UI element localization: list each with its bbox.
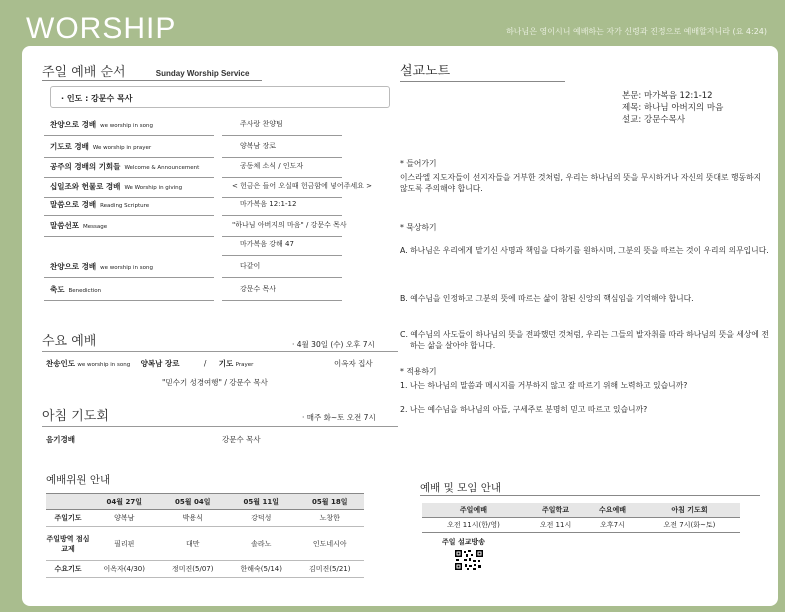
order-value: < 헌금은 들어 오실때 헌금함에 넣어주세요 > [232,182,373,190]
info-cell: 오후7시 [586,517,639,532]
intro-text: 이스라엘 지도자들이 선지자들을 거부한 것처럼, 우리는 하나님의 뜻을 무시하거나 자신의 뜻대로 행동하지 않도록 주의해야 합니다. [400,173,762,193]
order-row [42,236,398,256]
qr-label: 주일 설교방송 [442,538,486,546]
order-label: 공주의 경배의 기회들 [50,162,121,171]
point-b: B. 예수님을 인정하고 그분의 뜻에 따르는 삶이 참된 신앙의 핵심임을 기억해야 합니다. [400,294,694,303]
sermon-subject: 제목: 하나님 아버지의 마음 [622,103,724,113]
table-row [46,561,364,578]
duty-cell: 강덕성 [227,510,296,527]
apply-2: 2. 나는 예수님을 하나님의 아들, 구세주로 분명히 믿고 따르고 있습니까? [400,405,648,414]
order-en: Welcome & Announcement [124,165,200,171]
order-label-wrap [50,161,199,172]
bulletin-page [22,46,778,606]
order-label: 말씀으로 경배 [50,200,97,209]
divider [222,277,342,278]
divider [44,215,214,216]
sunday-title: 주일 예배 순서 [42,65,126,80]
duty-cell: 대만 [159,527,228,561]
order-label-wrap [50,284,101,295]
sermon-passage: 본문: 마가복음 12:1-12 [622,91,713,101]
prayer-en: Prayer [235,362,254,368]
wednesday-row: 찬송인도 we worship in song 양복남 장로 / 기도 Prayer 이옥자 집사 [46,359,373,368]
order-label: 찬양으로 경배 [50,262,97,271]
order-row [42,158,398,178]
info-table [422,503,740,533]
praise-label: 찬송인도 [46,359,75,368]
duty-cell: 정미진(5/07) [159,561,228,578]
order-label-wrap [50,220,107,231]
order-row [42,178,398,198]
order-en: we worship in song [100,265,153,271]
info-cell: 오전 11시(한/영) [422,517,525,532]
info-cell: 오전 7시(화~토) [639,517,740,532]
order-row [42,196,398,216]
morning-title: 아침 기도회 [42,409,109,424]
duty-header-cell: 05월 18일 [296,494,365,510]
morning-date: · 매주 화~토 오전 7시 [302,413,376,422]
intro-heading: * 들어가기 [400,159,437,168]
wednesday-date: · 4월 30일 (수) 오후 7시 [292,340,375,349]
order-label-wrap [50,181,182,192]
morning-name: 강문수 목사 [222,435,261,444]
meditate-heading: * 묵상하기 [400,223,437,232]
divider [222,135,342,136]
duty-title: 예배위원 안내 [46,474,111,486]
info-header-cell: 수요예배 [586,503,639,517]
prayer-name: 이옥자 집사 [334,359,373,368]
apply-1: 1. 나는 하나님의 말씀과 메시지를 거부하지 않고 잘 따르기 위해 노력하고 있습니까? [400,381,688,390]
prayer-label: 기도 [218,359,234,368]
order-row [42,281,398,301]
morning-row [46,434,398,445]
order-value: 강문수 목사 [240,285,277,293]
duty-cell: 노창한 [296,510,365,527]
order-en: Reading Scripture [100,203,150,209]
order-en: we worship in song [100,123,153,129]
duty-row-label: 주일기도 [46,510,90,527]
divider [44,300,214,301]
order-label-wrap [50,239,54,248]
sunday-header [42,61,262,81]
order-label-wrap [50,141,151,152]
divider [222,255,342,256]
order-value: 다같이 [240,262,261,270]
table-row [46,527,364,561]
order-en: Message [82,224,108,230]
info-cell: 오전 11시 [525,517,586,532]
order-label-wrap [50,199,149,210]
duty-cell: 박용식 [159,510,228,527]
divider [222,300,342,301]
point-a: A. 하나님은 우리에게 맡기신 사명과 책임을 다하기를 원하시며, 그분의 뜻을 따르는 것이 우리의 의무입니다. [400,246,769,255]
order-value: 공동체 소식 / 인도자 [240,162,304,170]
sermon-preacher: 설교: 강문수목사 [622,115,686,125]
duty-header-cell: 05월 11일 [227,494,296,510]
order-value: 마가복음 12:1-12 [240,200,297,208]
order-en: We Worship in giving [124,185,183,191]
header-title: WORSHIP [26,12,177,45]
divider [44,135,214,136]
morning-label: 음기경배 [46,435,75,444]
info-header-cell: 아침 기도회 [639,503,740,517]
order-row [42,258,398,278]
info-header-cell: 주일학교 [525,503,586,517]
order-en: Benediction [68,288,102,294]
order-label-wrap [50,261,153,272]
divider [44,277,214,278]
duty-cell: 필리핀 [90,527,159,561]
sunday-leader: · 인도 : 강문수 목사 [50,86,390,108]
divider [42,351,398,352]
order-value: 마가복음 강해 47 [240,240,294,248]
praise-en: we worship in song [77,362,131,368]
divider [42,426,398,427]
duty-header-cell: 04월 27일 [90,494,159,510]
duty-row-label: 주일방역 점심교제 [46,527,90,561]
order-label: 말씀선포 [50,221,79,230]
order-row [42,217,398,237]
order-en: We worship in prayer [92,145,152,151]
info-title: 예배 및 모임 안내 [420,482,502,494]
qr-code-icon[interactable] [454,549,484,571]
apply-heading: * 적용하기 [400,367,437,376]
duty-cell: 솔라노 [227,527,296,561]
duty-cell: 김미진(5/21) [296,561,365,578]
order-label: 축도 [50,285,65,294]
sermon-title: 설교노트 [400,60,565,82]
info-header-cell: 주일예배 [422,503,525,517]
order-value: 양복남 장로 [240,142,277,150]
order-label: 찬양으로 경배 [50,120,97,129]
duty-cell: 이옥자(4/30) [90,561,159,578]
order-label-wrap [50,119,153,130]
order-value: "하나님 아버지의 마음" / 강문수 목사 [232,221,347,229]
table-row [46,510,364,527]
header-verse: 하나님은 영이시니 예배하는 자가 신령과 진정으로 예배할지니라 (요 4:24) [506,27,767,36]
duty-header-cell [46,494,90,510]
divider [420,495,760,496]
order-label: 십일조와 헌물로 경배 [50,182,121,191]
sunday-subtitle: Sunday Worship Service [155,69,250,78]
duty-table [46,493,364,578]
order-row [42,138,398,158]
sermon-meta [622,90,723,126]
order-value: 주사랑 찬양팀 [240,120,283,128]
duty-cell: 한해숙(5/14) [227,561,296,578]
praise-name: 양복남 장로 [140,359,180,368]
divider [222,215,342,216]
duty-cell: 양복남 [90,510,159,527]
order-label: 기도로 경배 [50,142,89,151]
duty-row-label: 수요기도 [46,561,90,578]
wednesday-message: "믿수기 성경여행" / 강문수 목사 [162,378,268,387]
point-c: C. 예수님의 사도들이 하나님의 뜻을 전파했던 것처럼, 우리는 그들의 발자취를 따라 하나님의 뜻을 세상에 전하는 삶을 살아야 합니다. [400,330,769,350]
order-row [42,116,398,136]
wednesday-title: 수요 예배 [42,334,97,349]
duty-cell: 인도네시아 [296,527,365,561]
duty-header-cell: 05월 04일 [159,494,228,510]
